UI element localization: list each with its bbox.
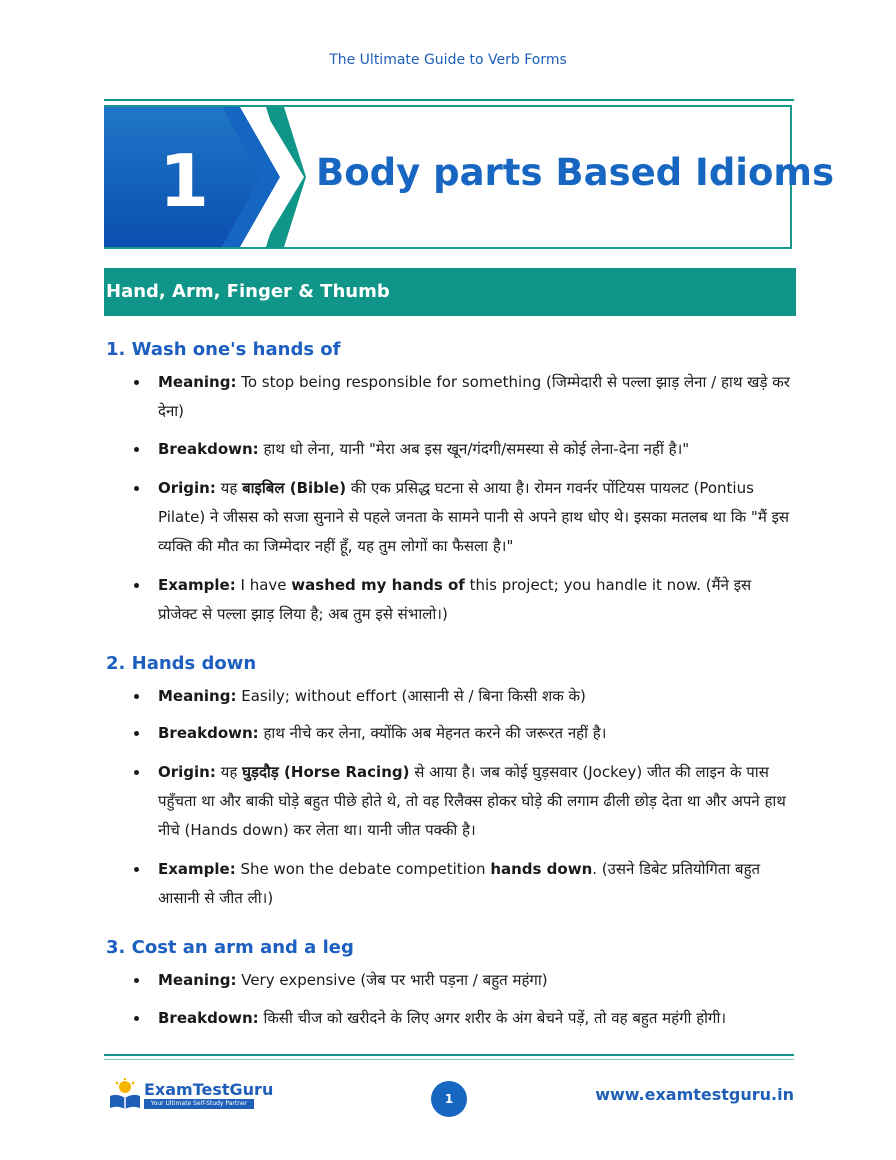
example-item: Example: She won the debate competition hands down. (उसने डिबेट प्रतियोगिता बहुत आसानी से जीत ली।) [158,855,794,913]
breakdown-item: Breakdown: हाथ धो लेना, यानी "मेरा अब इस खून/गंदगी/समस्या से कोई लेना-देना नहीं है।" [158,435,794,464]
chevron-icon [222,107,306,247]
example-item: Example: I have washed my hands of this project; you handle it now. (मैंने इस प्रोजेक्ट से पल्ला झाड़ लिया है; अब तुम इसे संभालो।) [158,571,794,629]
section-heading: Hand, Arm, Finger & Thumb [104,268,796,316]
book-bulb-icon [108,1078,142,1110]
meaning-item: Meaning: Very expensive (जेब पर भारी पड़ना / बहुत महंगा) [158,966,794,995]
breakdown-item: Breakdown: किसी चीज को खरीदने के लिए अगर शरीर के अंग बेचने पड़ें, तो वह बहुत महंगी होगी। [158,1004,794,1033]
idiom-heading: 1. Wash one's hands of [106,339,341,360]
breakdown-item: Breakdown: हाथ नीचे कर लेना, क्योंकि अब मेहनत करने की जरूरत नहीं है। [158,719,794,748]
chapter-number: 1 [158,139,210,223]
meaning-item: Meaning: To stop being responsible for something (जिम्मेदारी से पल्ला झाड़ लेना / हाथ खड़े कर देना) [158,368,794,426]
website-link[interactable]: www.examtestguru.in [595,1085,794,1104]
chapter-banner [104,105,834,249]
running-header: The Ultimate Guide to Verb Forms [329,52,567,68]
footer-rule-thin [104,1059,794,1060]
idiom-heading: 2. Hands down [106,653,257,674]
logo-tagline: Your Ultimate Self-Study Partner [144,1099,254,1109]
logo-text: ExamTestGuru [144,1080,274,1099]
brand-logo [108,1078,274,1112]
origin-item: Origin: यह बाइबिल (Bible) की एक प्रसिद्ध घटना से आया है। रोमन गवर्नर पोंटियस पायलट (Pontius Pilate) ने जीसस को सजा सुनाने से पहले जनता के सामने पानी से अपने हाथ धोए थे। इसका मतलब था कि "मैं इस व्यक्ति की मौत का जिम्मेदार नहीं हूँ, यह तुम लोगों का फैसला है।" [158,474,794,561]
footer-rule [104,1054,794,1056]
meaning-item: Meaning: Easily; without effort (आसानी से / बिना किसी शक के) [158,682,794,711]
idiom-heading: 3. Cost an arm and a leg [106,937,354,958]
header-rule [104,99,794,101]
page-number: 1 [431,1081,467,1117]
chapter-title: Body parts Based Idioms [316,151,834,194]
origin-item: Origin: यह घुड़दौड़ (Horse Racing) से आया है। जब कोई घुड़सवार (Jockey) जीत की लाइन के पास पहुँचता था और बाकी घोड़े बहुत पीछे होते थे, तो वह रिलैक्स होकर घोड़े की लगाम ढीली छोड़ देता था और अपने हाथ नीचे (Hands down) कर लेता था। यानी जीत पक्की है। [158,758,794,845]
